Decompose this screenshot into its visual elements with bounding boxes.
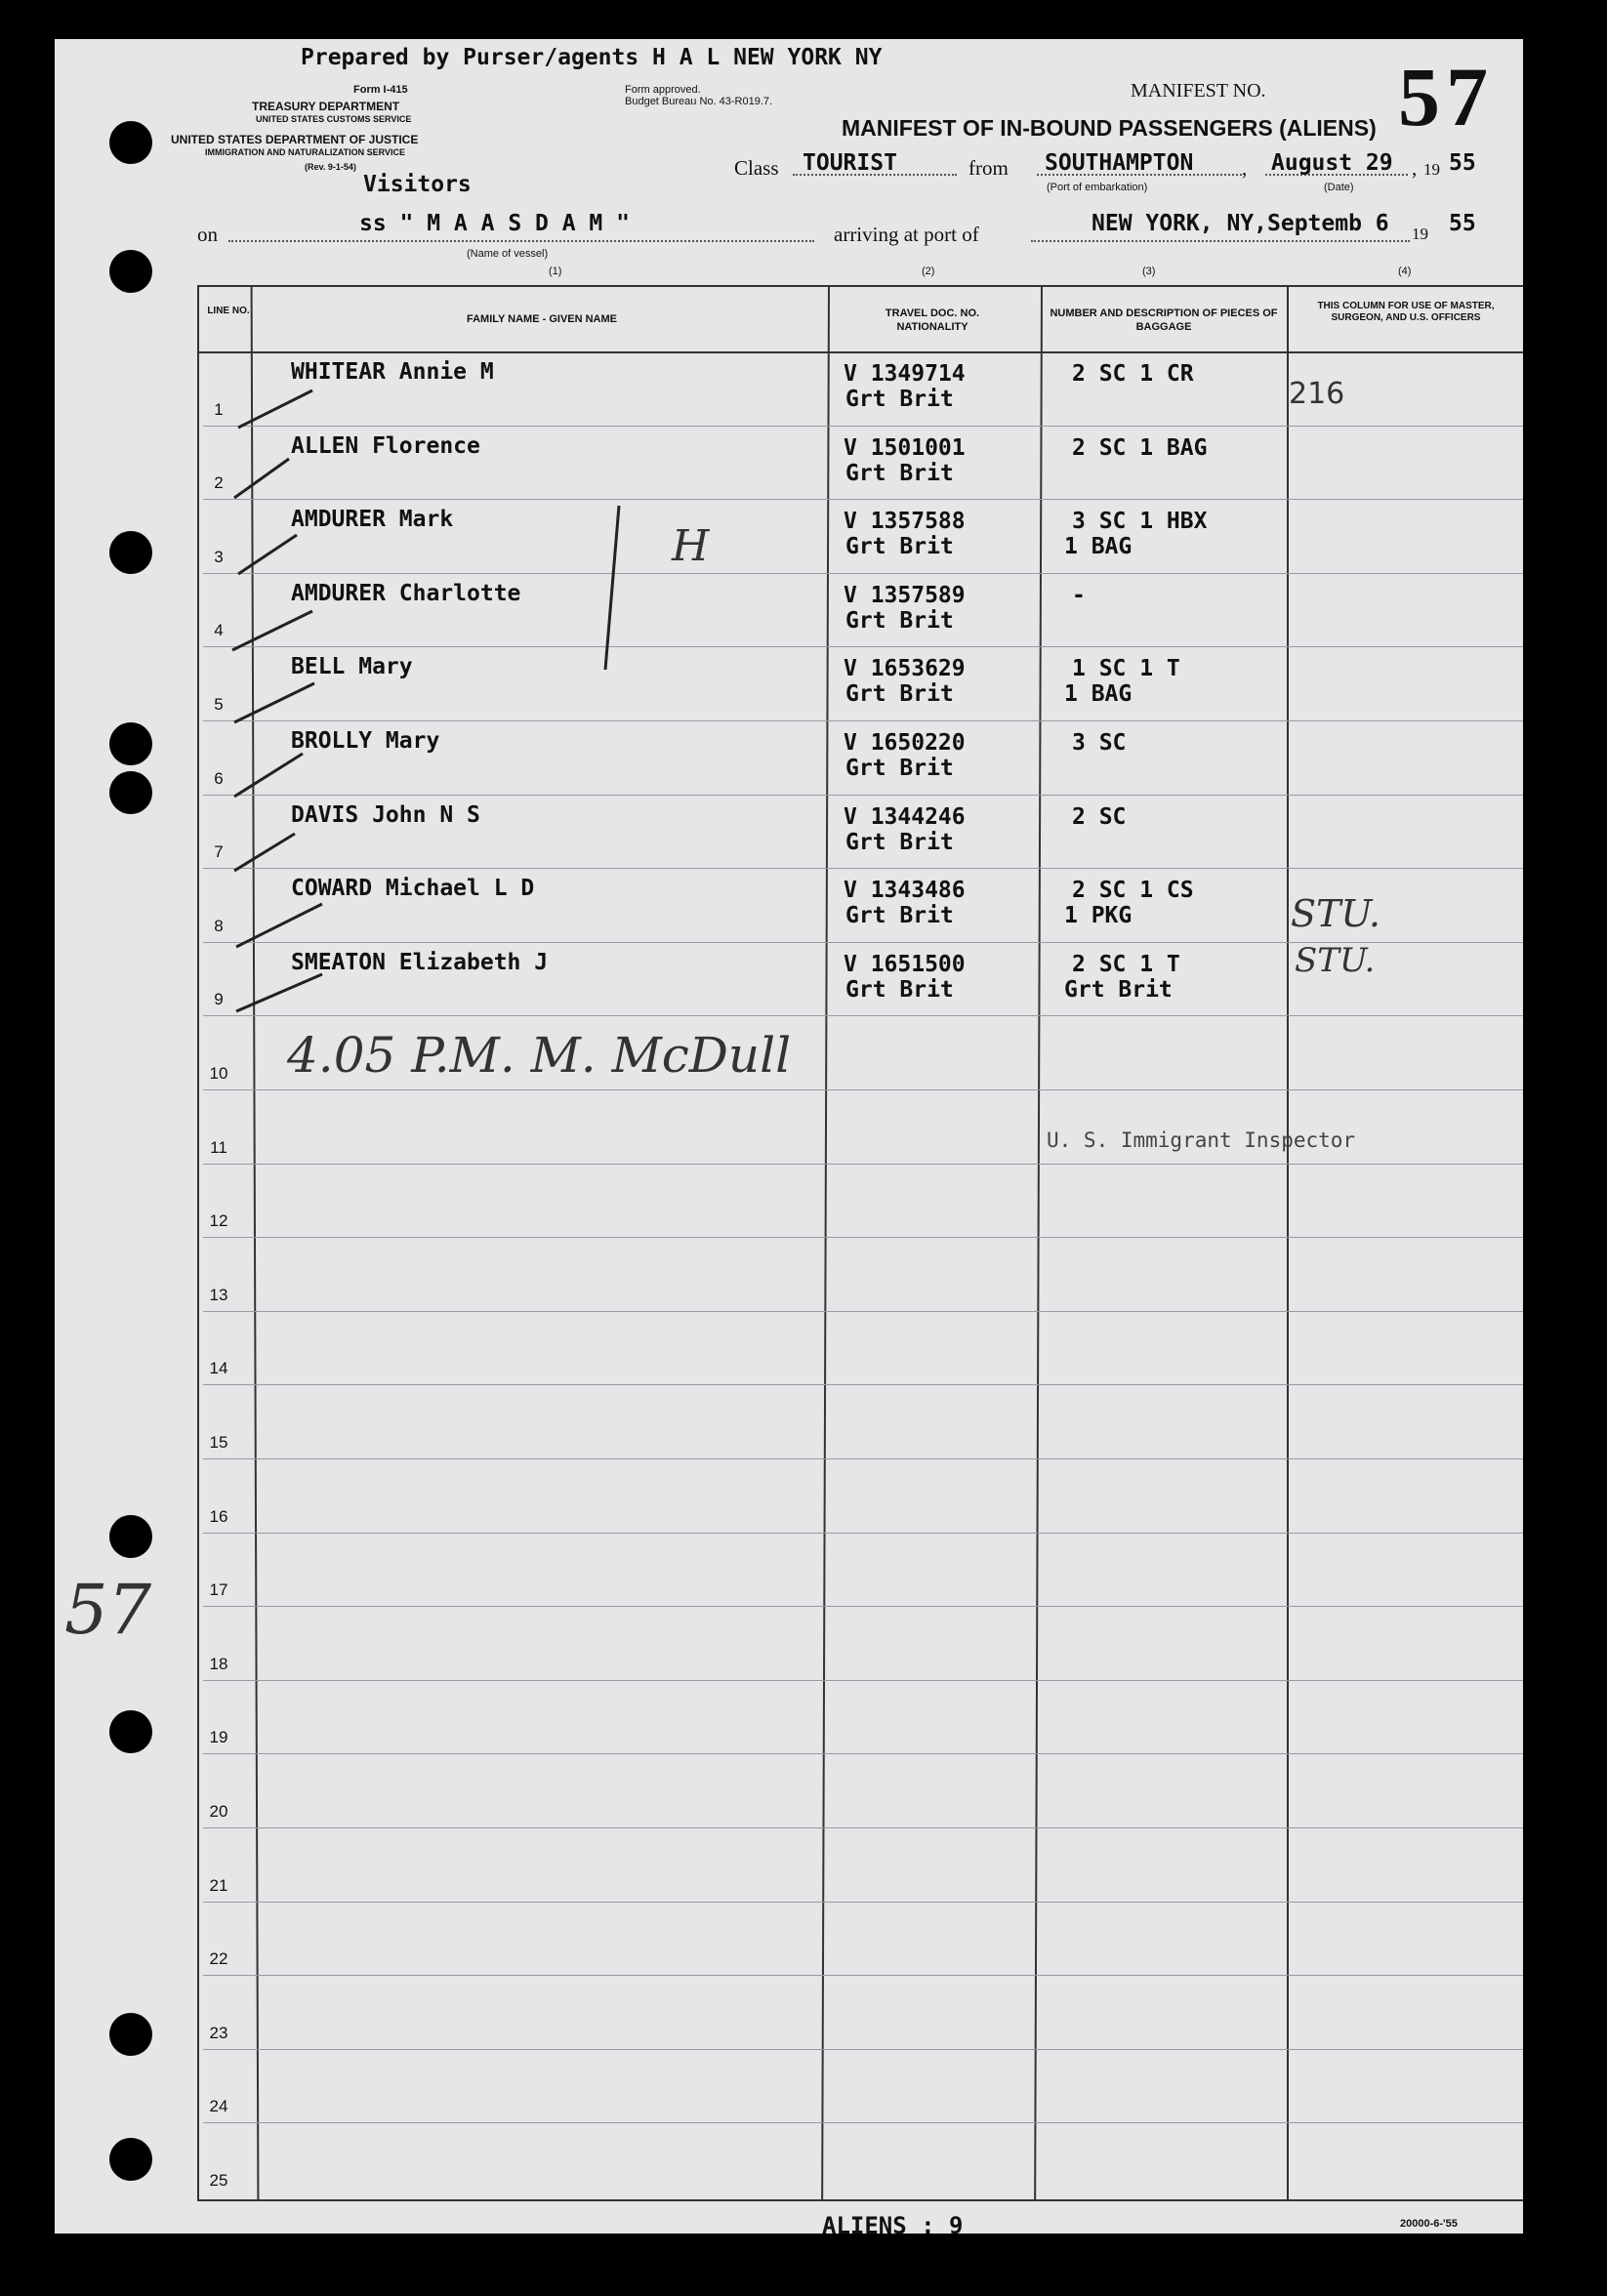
line-number: 24 [209, 2097, 228, 2116]
column-number: (3) [1142, 266, 1156, 277]
officer-note: 216 [1289, 377, 1345, 411]
travel-doc-number: V 1501001 [844, 434, 966, 461]
line-number: 20 [209, 1802, 228, 1821]
row-separator [203, 1753, 1523, 1754]
punch-hole [109, 1710, 152, 1753]
baggage-line: 2 SC 1 T [1072, 951, 1180, 977]
baggage-line: 2 SC 1 CS [1072, 878, 1194, 904]
passenger-name: COWARD Michael L D [291, 876, 535, 902]
from-label: from [968, 156, 1009, 180]
baggage-line: - [1072, 582, 1086, 608]
row-separator [203, 1827, 1523, 1828]
row-separator [203, 2049, 1523, 2050]
port-caption: (Port of embarkation) [1047, 182, 1148, 193]
nationality: Grt Brit [845, 903, 954, 929]
date-caption: (Date) [1324, 182, 1354, 193]
punch-hole [109, 250, 152, 293]
immigration-service: IMMIGRATION AND NATURALIZATION SERVICE [205, 147, 405, 157]
row-separator [203, 1606, 1523, 1607]
baggage-line: 3 SC 1 HBX [1072, 509, 1208, 535]
line-no-header: LINE NO. [207, 306, 250, 316]
punch-hole [109, 2138, 152, 2181]
line-number: 12 [209, 1211, 228, 1231]
form-number: Form I-415 [353, 84, 408, 96]
manifest-title: MANIFEST OF IN-BOUND PASSENGERS (ALIENS) [842, 115, 1377, 141]
line-number: 25 [209, 2171, 228, 2190]
line-number: 5 [214, 695, 224, 714]
nationality: Grt Brit [845, 534, 954, 560]
line-number: 8 [214, 916, 224, 935]
line-number: 23 [209, 2023, 228, 2042]
aliens-count: ALIENS : 9 [822, 2212, 964, 2239]
nationality: Grt Brit [845, 829, 954, 855]
line-number: 4 [214, 621, 224, 640]
travel-doc-number: V 1344246 [844, 803, 966, 830]
passenger-name: AMDURER Mark [291, 507, 454, 533]
travel-doc-number: V 1343486 [844, 878, 966, 904]
embarkation-date: August 29 [1271, 150, 1393, 176]
nationality: Grt Brit [845, 756, 954, 781]
line-number: 9 [214, 990, 224, 1009]
line-number: 10 [209, 1064, 228, 1083]
passenger-name: WHITEAR Annie M [291, 359, 494, 385]
line-number: 14 [209, 1359, 228, 1378]
passenger-name: BROLLY Mary [291, 728, 440, 754]
row-separator [203, 1975, 1523, 1976]
row-separator [203, 1089, 1523, 1090]
row-separator [203, 1458, 1523, 1459]
punch-hole [109, 531, 152, 574]
line-number: 13 [209, 1285, 228, 1304]
visitors-note: Visitors [363, 172, 472, 197]
nationality: Grt Brit [845, 387, 954, 412]
baggage-line: 1 PKG [1064, 903, 1133, 929]
passenger-name: DAVIS John N S [291, 801, 480, 828]
punch-hole [109, 1515, 152, 1558]
nationality: Grt Brit [845, 976, 954, 1003]
travel-doc-number: V 1650220 [844, 730, 966, 756]
embarkation-port: SOUTHAMPTON [1045, 150, 1194, 176]
row-separator [203, 1902, 1523, 1903]
inspector-signature: 4.05 P.M. M. McDull [287, 1027, 792, 1084]
passenger-name: ALLEN Florence [291, 432, 480, 459]
name-header: FAMILY NAME - GIVEN NAME [466, 313, 618, 325]
row-separator [203, 1384, 1523, 1385]
margin-number: 57 [64, 1570, 152, 1650]
column-number: (2) [922, 266, 935, 277]
bracket-line [597, 502, 627, 674]
revision-date: (Rev. 9-1-54) [305, 162, 356, 172]
line-number: 15 [209, 1433, 228, 1452]
arrival-year: 55 [1449, 211, 1476, 236]
punch-hole [109, 722, 152, 765]
line-number: 7 [214, 842, 224, 862]
column-number: (4) [1398, 266, 1412, 277]
officers-header: THIS COLUMN FOR USE OF MASTER, SURGEON, AND U.S. OFFICERS [1317, 301, 1495, 323]
prepared-by-line: Prepared by Purser/agents H A L NEW YORK NY [301, 45, 883, 70]
passenger-name: BELL Mary [291, 654, 413, 680]
class-label: Class [734, 156, 779, 180]
arriving-label: arriving at port of [834, 223, 979, 246]
department-of-justice: UNITED STATES DEPARTMENT OF JUSTICE [171, 133, 419, 146]
row-separator [203, 1680, 1523, 1681]
line-number: 18 [209, 1654, 228, 1673]
travel-doc-number: V 1357589 [844, 582, 966, 608]
nationality: Grt Brit [845, 460, 954, 486]
line-number: 6 [214, 768, 224, 788]
bracket-mark: H [672, 521, 710, 571]
budget-bureau: Budget Bureau No. 43-R019.7. [625, 96, 773, 107]
officer-note: STU. [1291, 892, 1380, 935]
vessel-caption: (Name of vessel) [467, 248, 549, 260]
nationality: Grt Brit [845, 607, 954, 634]
line-number: 2 [214, 473, 224, 493]
passenger-name: AMDURER Charlotte [291, 580, 521, 606]
baggage-line: 3 SC [1072, 730, 1127, 756]
line-number: 19 [209, 1728, 228, 1747]
travel-doc-header: TRAVEL DOC. NO. NATIONALITY [885, 308, 980, 333]
check-marks [195, 351, 820, 1035]
officer-note: STU. [1295, 941, 1376, 980]
punch-hole [109, 121, 152, 164]
line-number: 3 [214, 547, 224, 566]
nationality: Grt Brit [845, 681, 954, 708]
manifest-number: 57 [1398, 50, 1494, 144]
line-number: 21 [209, 1875, 228, 1895]
embarkation-year: 55 [1449, 150, 1476, 176]
treasury-department: TREASURY DEPARTMENT [252, 100, 400, 113]
arrival-year-prefix: 19 [1412, 225, 1428, 243]
baggage-line: Grt Brit [1064, 976, 1173, 1003]
baggage-line: 1 BAG [1064, 534, 1133, 560]
row-separator [203, 1311, 1523, 1312]
baggage-line: 1 BAG [1064, 681, 1133, 708]
travel-doc-number: V 1651500 [844, 951, 966, 977]
baggage-line: 2 SC 1 CR [1072, 361, 1194, 387]
baggage-line: 1 SC 1 T [1072, 656, 1180, 682]
inspector-title: U. S. Immigrant Inspector [1047, 1128, 1356, 1152]
travel-doc-number: V 1357588 [844, 509, 966, 535]
travel-doc-number: V 1653629 [844, 656, 966, 682]
form-code: 20000-6-'55 [1400, 2218, 1458, 2230]
arrival-port: NEW YORK, NY,Septemb 6 [1092, 211, 1389, 236]
form-approved: Form approved. [625, 84, 701, 96]
vessel-name: ss " M A A S D A M " [359, 211, 630, 236]
class-value: TOURIST [803, 150, 897, 176]
column-number: (1) [549, 266, 562, 277]
line-number: 11 [210, 1137, 227, 1157]
row-separator [203, 1164, 1523, 1165]
baggage-line: 2 SC 1 BAG [1072, 434, 1208, 461]
line-number: 22 [209, 1949, 228, 1969]
punch-hole [109, 2013, 152, 2056]
row-separator [203, 2122, 1523, 2123]
line-number: 17 [209, 1580, 228, 1600]
punch-hole [109, 771, 152, 814]
on-label: on [197, 223, 218, 246]
line-number: 16 [209, 1506, 228, 1526]
line-number: 1 [214, 399, 224, 419]
travel-doc-number: V 1349714 [844, 361, 966, 387]
row-separator [203, 1533, 1523, 1534]
baggage-line: 2 SC [1072, 803, 1127, 830]
manifest-no-label: MANIFEST NO. [1131, 80, 1266, 102]
row-separator [203, 1237, 1523, 1238]
year-prefix: 19 [1423, 160, 1440, 179]
passenger-name: SMEATON Elizabeth J [291, 949, 549, 975]
baggage-header: NUMBER AND DESCRIPTION OF PIECES OF BAGGAGE [1050, 308, 1278, 333]
customs-service: UNITED STATES CUSTOMS SERVICE [256, 114, 412, 124]
